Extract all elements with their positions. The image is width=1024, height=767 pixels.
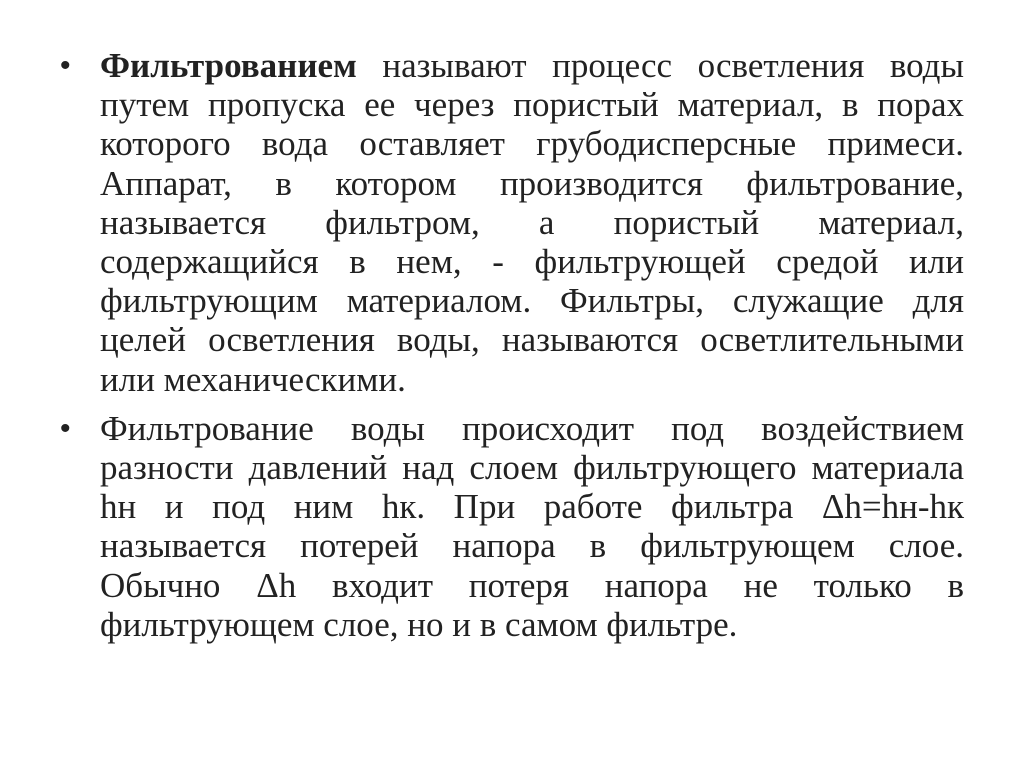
bullet-icon: • [60, 49, 71, 82]
bullet-item-filtration-definition [60, 46, 964, 399]
paragraph-text: называют процесс осветления воды путем пропуска ее через пористый материал, в порах которого вода оставляет грубодисперсные примеси. Аппарат, в котором производится фильтрование, называется фильтром, а пористый материал, содержащийся в нем, - фильтрующей средой или фильтрующим материалом. Фильтры, служащие для целей осветления воды, называются осветлительными или механическими. [100, 46, 964, 399]
bullet-icon: • [60, 411, 71, 445]
paragraph-text: Фильтрование воды происходит под воздействием разности давлений над слоем фильтрующего материала hн и под ним hк. При работе фильтра Δh=hн-hк называется потерей напора в фильтрующем слое. Обычно Δh входит потеря напора не только в фильтрующем слое, но и в самом фильтре. [100, 408, 964, 644]
bullet-list [60, 46, 964, 654]
bullet-item-filtration-pressure [60, 409, 964, 644]
defined-term: Фильтрованием [100, 46, 357, 85]
